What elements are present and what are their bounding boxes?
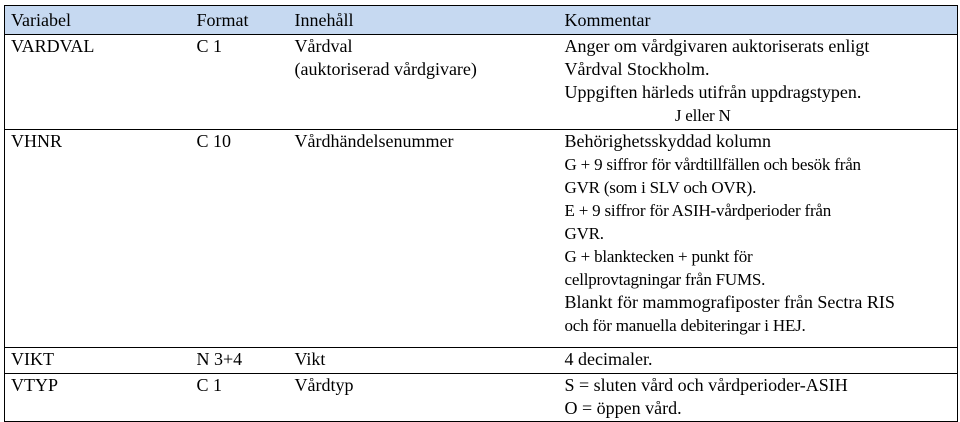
- table-row: [5, 35, 958, 130]
- cell-content: [289, 348, 559, 374]
- comment-line: GVR (som i SLV och OVR).: [564, 178, 757, 197]
- variable-table: [4, 5, 958, 422]
- comment-line: Anger om vårdgivaren auktoriserats enligt: [564, 36, 870, 56]
- cell-comment: [559, 348, 958, 374]
- cell-variable: VTYP: [5, 374, 191, 422]
- comment-line: Behörighetsskyddad kolumn: [564, 131, 771, 151]
- comment-line: G + blanktecken + punkt för: [564, 247, 753, 266]
- cell-format: C 1: [191, 374, 289, 422]
- cell-variable: VHNR: [5, 130, 191, 348]
- comment-line: 4 decimaler.: [564, 349, 653, 369]
- cell-content: [289, 35, 559, 130]
- content-line: (auktoriserad vårdgivare): [294, 59, 477, 79]
- table-header-row: [5, 6, 958, 35]
- comment-line: cellprovtagningar från FUMS.: [564, 270, 766, 289]
- comment-line: och för manuella debiteringar i HEJ.: [564, 316, 806, 335]
- comment-line: Blankt för mammografiposter från Sectra RIS: [564, 292, 895, 312]
- table-row: [5, 348, 958, 374]
- comment-line: Vårdval Stockholm.: [564, 59, 710, 79]
- cell-format: N 3+4: [191, 348, 289, 374]
- header-kommentar: Kommentar: [559, 6, 958, 35]
- content-line: Vårdtyp: [294, 375, 354, 395]
- cell-comment: [559, 130, 958, 348]
- cell-content: [289, 374, 559, 422]
- comment-line: S = sluten vård och vårdperioder-ASIH: [564, 375, 848, 395]
- comment-line: O = öppen vård.: [564, 398, 682, 418]
- cell-variable: VIKT: [5, 348, 191, 374]
- comment-line: GVR.: [564, 224, 604, 243]
- cell-format: C 1: [191, 35, 289, 130]
- content-line: Vårdval: [294, 36, 353, 56]
- cell-format: C 10: [191, 130, 289, 348]
- comment-line: J eller N: [674, 106, 731, 125]
- cell-variable: VARDVAL: [5, 35, 191, 130]
- cell-content: [289, 130, 559, 348]
- comment-line: Uppgiften härleds utifrån uppdragstypen.: [564, 82, 862, 102]
- cell-comment: [559, 374, 958, 422]
- content-line: Vårdhändelsenummer: [294, 131, 454, 151]
- table-row: [5, 374, 958, 422]
- content-line: Vikt: [294, 349, 326, 369]
- header-innehall: Innehåll: [289, 6, 559, 35]
- table-row: [5, 130, 958, 348]
- header-variabel: Variabel: [5, 6, 191, 35]
- comment-line: E + 9 siffror för ASIH-vårdperioder från: [564, 201, 832, 220]
- header-format: Format: [191, 6, 289, 35]
- cell-comment: [559, 35, 958, 130]
- comment-line: G + 9 siffror för vårdtillfällen och besök från: [564, 155, 861, 174]
